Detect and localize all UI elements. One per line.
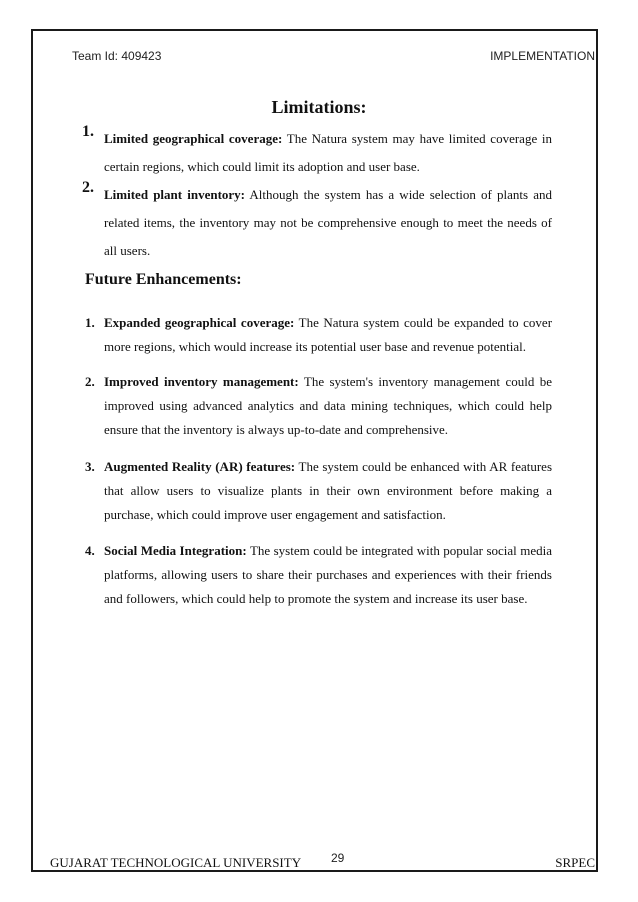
item-label: Augmented Reality (AR) features: <box>104 459 296 474</box>
enhancement-item <box>82 539 552 611</box>
item-label: Limited plant inventory: <box>104 187 245 202</box>
item-label: Improved inventory management: <box>104 374 299 389</box>
enhancement-item <box>82 455 552 527</box>
footer-college: SRPEC <box>555 855 595 870</box>
item-text: Although the system has a wide selection of plants and related items, the inventory may not be comprehensive enough to meet the needs of all users. <box>104 187 552 258</box>
enhancement-item <box>82 370 552 442</box>
future-enhancements-title: Future Enhancements: <box>85 271 242 288</box>
item-label: Social Media Integration: <box>104 543 247 558</box>
item-number: 4. <box>85 543 95 558</box>
item-number: 2. <box>85 374 95 389</box>
item-label: Expanded geographical coverage: <box>104 315 295 330</box>
item-label: Limited geographical coverage: <box>104 131 283 146</box>
item-text: The Natura system may have limited coverage in certain regions, which could limit its adoption and user base. <box>104 131 553 174</box>
limitations-title: Limitations: <box>271 97 367 117</box>
item-text: The system could be integrated with popular social media platforms, allowing users to share their purchases and experiences with their friends and followers, which could help to promote the system and increase its user base. <box>104 543 553 606</box>
item-number: 1. <box>82 123 94 140</box>
item-number: 1. <box>85 315 95 330</box>
team-id: Team Id: 409423 <box>72 49 162 63</box>
item-number: 3. <box>85 459 95 474</box>
item-text: The system's inventory management could be improved using advanced analytics and data mining techniques, which could help ensure that the inventory is always up-to-date and comprehensive. <box>104 374 552 437</box>
footer-university: GUJARAT TECHNOLOGICAL UNIVERSITY <box>50 855 302 870</box>
enhancement-item <box>82 311 552 359</box>
item-text: The system could be enhanced with AR features that allow users to visualize plants in their own environment before making a purchase, which could improve user engagement and satisfaction. <box>104 459 553 522</box>
section-name: IMPLEMENTATION <box>490 49 595 63</box>
limitation-item <box>82 125 552 181</box>
item-text: The Natura system could be expanded to cover more regions, which would increase its potential user base and revenue potential. <box>104 315 553 354</box>
page-number: 29 <box>331 851 345 865</box>
limitation-item <box>82 181 552 265</box>
item-number: 2. <box>82 179 94 196</box>
